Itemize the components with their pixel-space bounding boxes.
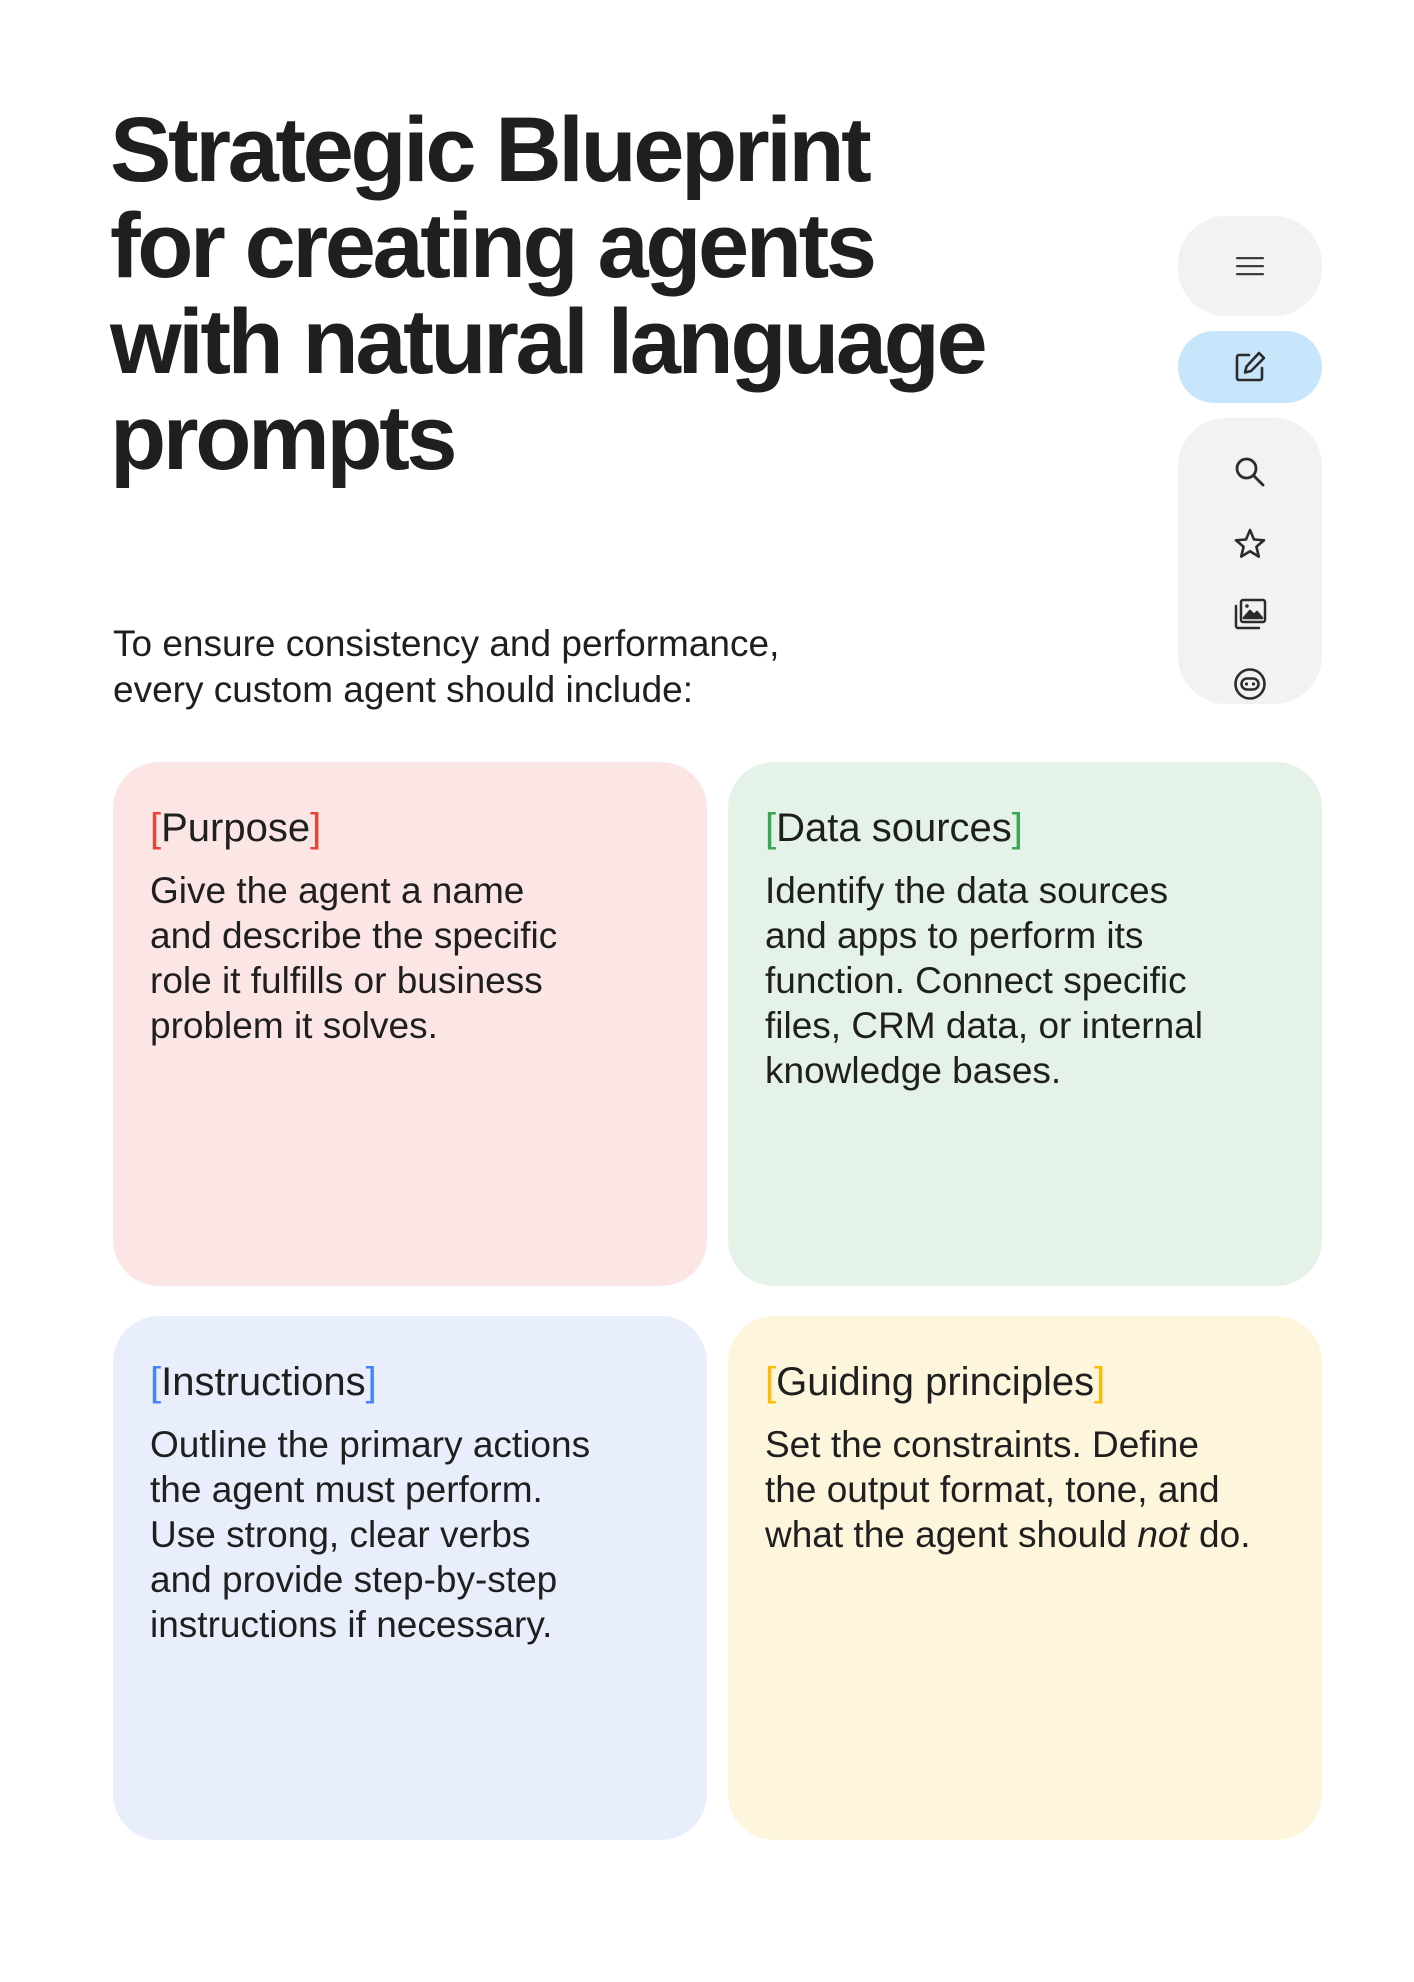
new-chat-button[interactable] (1178, 331, 1322, 403)
card-body-emphasis: not (1137, 1514, 1189, 1555)
card-body-line: the agent must perform. (150, 1469, 543, 1510)
card-body-line: Use strong, clear verbs (150, 1514, 531, 1555)
page-subtitle (113, 621, 779, 713)
page-title (110, 99, 1050, 489)
card-body-line: instructions if necessary. (150, 1604, 553, 1645)
bracket-close: ] (1011, 806, 1023, 850)
card-body (765, 1422, 1286, 1557)
card-instructions (113, 1316, 707, 1840)
card-body-line: problem it solves. (150, 1005, 438, 1046)
card-body (765, 868, 1286, 1093)
card-guiding-principles (728, 1316, 1322, 1840)
page-title-line: with natural language (110, 291, 985, 393)
menu-button[interactable] (1178, 216, 1322, 316)
bracket-open: [ (765, 806, 777, 850)
bracket-open: [ (765, 1360, 777, 1404)
card-body-line: and provide step-by-step (150, 1559, 558, 1600)
card-heading-text: Data sources (776, 806, 1012, 850)
star-icon[interactable] (1230, 524, 1270, 564)
card-body-line: the output format, tone, and (765, 1469, 1220, 1510)
card-body-line: knowledge bases. (765, 1050, 1062, 1091)
page-subtitle-line: every custom agent should include: (113, 669, 694, 710)
card-body (150, 1422, 671, 1647)
search-icon[interactable] (1230, 452, 1270, 492)
bracket-close: ] (365, 1360, 377, 1404)
card-heading (765, 1356, 1286, 1408)
card-body-line: Outline the primary actions (150, 1424, 591, 1465)
card-body-text: do. (1188, 1514, 1251, 1555)
card-heading (765, 802, 1286, 854)
menu-icon (1230, 246, 1270, 286)
page-title-line: for creating agents (110, 195, 874, 297)
card-heading-text: Instructions (161, 1360, 366, 1404)
edit-icon (1230, 347, 1270, 387)
card-purpose (113, 762, 707, 1286)
card-heading (150, 1356, 671, 1408)
bracket-open: [ (150, 806, 162, 850)
bracket-close: ] (1094, 1360, 1106, 1404)
robot-icon[interactable] (1230, 664, 1270, 704)
gallery-icon[interactable] (1230, 594, 1270, 634)
card-data-sources (728, 762, 1322, 1286)
card-body (150, 868, 671, 1048)
rail-tools-group (1178, 418, 1322, 704)
card-body-line: files, CRM data, or internal (765, 1005, 1204, 1046)
card-body-line: and apps to perform its (765, 915, 1144, 956)
card-body-line (765, 1512, 1286, 1557)
card-body-line: Give the agent a name (150, 870, 525, 911)
card-body-line: function. Connect specific (765, 960, 1187, 1001)
page-title-line: prompts (110, 387, 455, 489)
page-title-line: Strategic Blueprint (110, 99, 869, 201)
bracket-close: ] (310, 806, 322, 850)
card-heading-text: Purpose (161, 806, 311, 850)
card-body-line: role it fulfills or business (150, 960, 543, 1001)
bracket-open: [ (150, 1360, 162, 1404)
card-heading (150, 802, 671, 854)
page-subtitle-line: To ensure consistency and performance, (113, 623, 780, 664)
card-body-text: what the agent should (765, 1514, 1138, 1555)
card-heading-text: Guiding principles (776, 1360, 1095, 1404)
card-body-line: Set the constraints. Define (765, 1424, 1199, 1465)
card-body-line: Identify the data sources (765, 870, 1169, 911)
card-body-line: and describe the specific (150, 915, 558, 956)
